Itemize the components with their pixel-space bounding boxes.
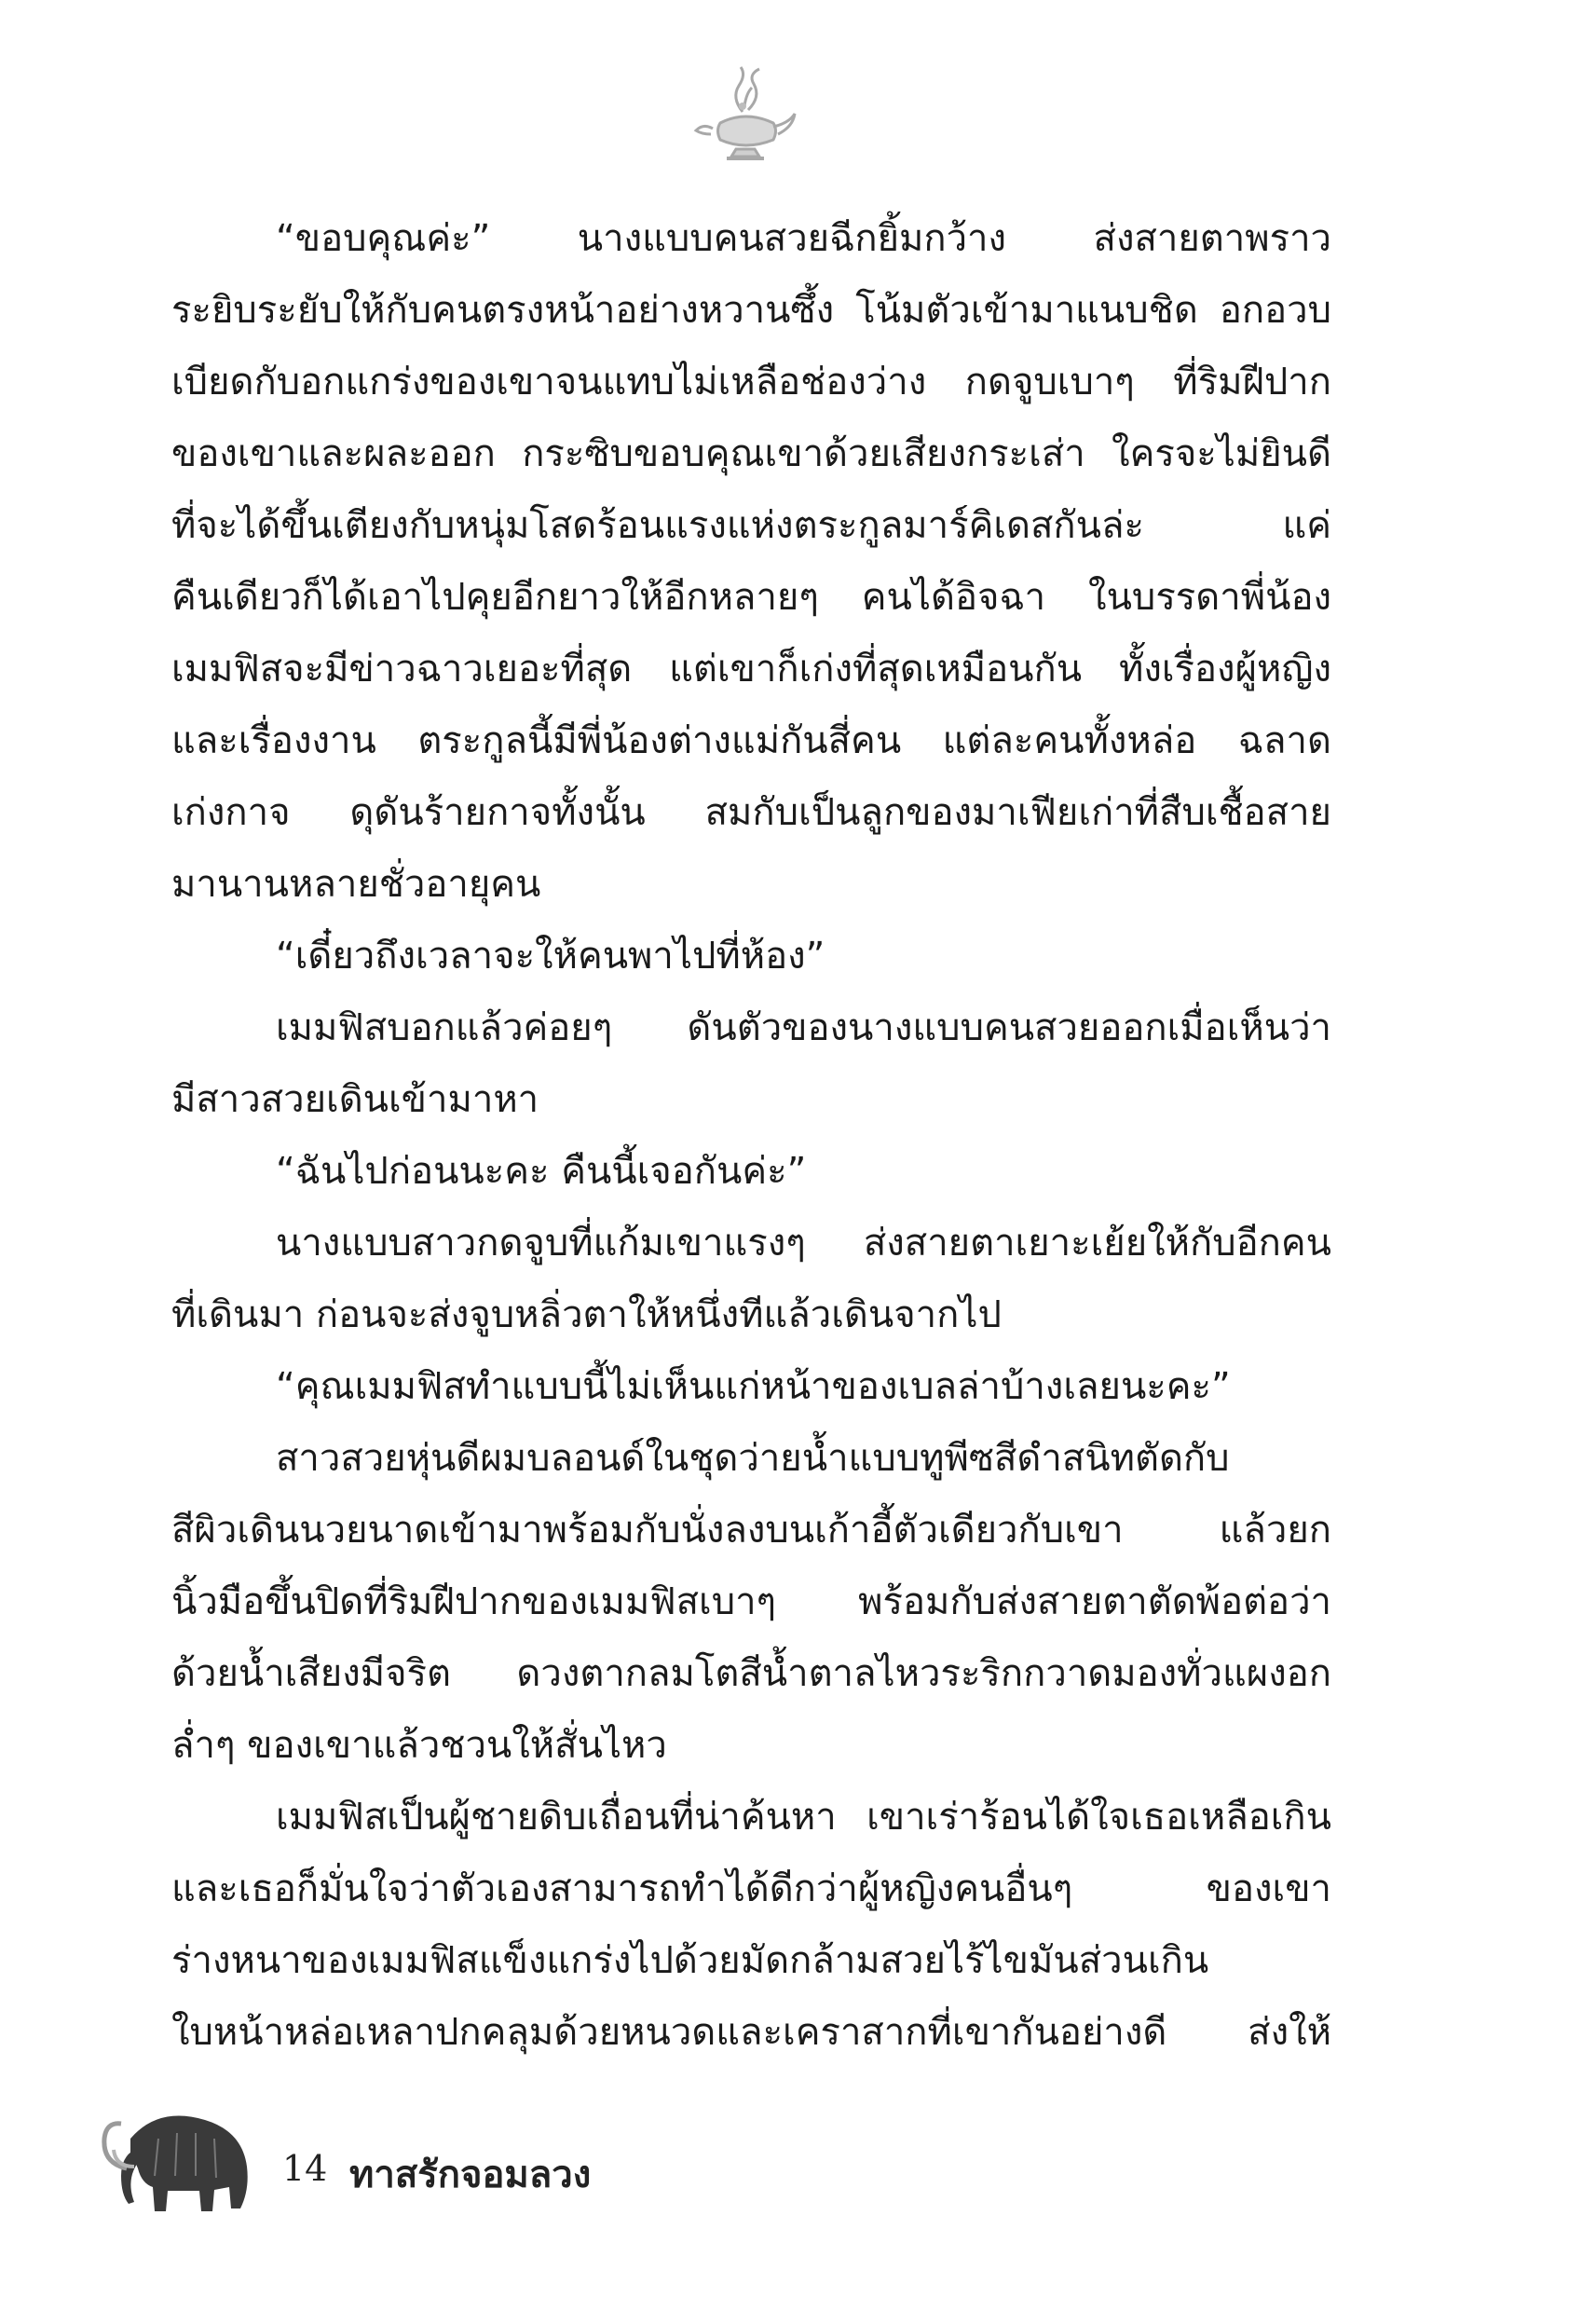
paragraph-line: สีผิวเดินนวยนาดเข้ามาพร้อมกับนั่งลงบนเก้าอี้ตัวเดียวกับเขา แล้วยก (171, 1509, 1331, 1552)
paragraph-line: คืนเดียวก็ได้เอาไปคุยอีกยาวให้อีกหลายๆ คนได้อิจฉา ในบรรดาพี่น้อง (171, 576, 1331, 619)
paragraph-line: ด้วยน้ำเสียงมีจริต ดวงตากลมโตสีน้ำตาลไหวระริกกวาดมองทั่วแผงอก (171, 1652, 1331, 1695)
page-footer (93, 2101, 652, 2241)
paragraph-line: ร่างหนาของเมมฟิสแข็งแกร่งไปด้วยมัดกล้ามสวยไร้ไขมันส่วนเกิน (171, 1939, 1209, 1982)
paragraph-line: ที่จะได้ขึ้นเตียงกับหนุ่มโสดร้อนแรงแห่งตระกูลมาร์คิเดสกันล่ะ แค่ (171, 504, 1331, 547)
page-number: 14 (282, 2148, 328, 2189)
paragraph-line: มีสาวสวยเดินเข้ามาหา (171, 1078, 539, 1121)
paragraph-line: ระยิบระยับให้กับคนตรงหน้าอย่างหวานซึ้ง โน้มตัวเข้ามาแนบชิด อกอวบ (171, 289, 1331, 332)
paragraph-line: และเธอก็มั่นใจว่าตัวเองสามารถทำได้ดีกว่าผู้หญิงคนอื่นๆ ของเขา (171, 1867, 1331, 1910)
paragraph-line: เบียดกับอกแกร่งของเขาจนแทบไม่เหลือช่องว่าง กดจูบเบาๆ ที่ริมฝีปาก (171, 361, 1331, 403)
paragraph-line: ของเขาและผละออก กระซิบขอบคุณเขาด้วยเสียงกระเส่า ใครจะไม่ยินดี (171, 432, 1331, 475)
paragraph-line: นิ้วมือขึ้นปิดที่ริมฝีปากของเมมฟิสเบาๆ พร้อมกับส่งสายตาตัดพ้อต่อว่า (171, 1580, 1331, 1623)
book-title: ทาสรักจอมลวง (349, 2154, 592, 2196)
dialogue-line: “เดี๋ยวถึงเวลาจะให้คนพาไปที่ห้อง” (276, 935, 825, 978)
paragraph-line: มานานหลายชั่วอายุคน (171, 863, 541, 906)
paragraph-line: ใบหน้าหล่อเหลาปกคลุมด้วยหนวดและเคราสากที่เขากันอย่างดี ส่งให้ (171, 2011, 1331, 2054)
paragraph-line: ล่ำๆ ของเขาแล้วชวนให้สั่นไหว (171, 1724, 667, 1767)
paragraph-line: เก่งกาจ ดุดันร้ายกาจทั้งนั้น สมกับเป็นลูกของมาเฟียเก่าที่สืบเชื้อสาย (171, 791, 1331, 834)
mammoth-icon (93, 2101, 256, 2222)
paragraph-line: “ขอบคุณค่ะ” นางแบบคนสวยฉีกยิ้มกว้าง ส่งสายตาพราว (276, 217, 1331, 260)
paragraph-line: เมมฟิสจะมีข่าวฉาวเยอะที่สุด แต่เขาก็เก่งที่สุดเหมือนกัน ทั้งเรื่องผู้หญิง (171, 648, 1331, 691)
paragraph-line: เมมฟิสบอกแล้วค่อยๆ ดันตัวของนางแบบคนสวยออกเมื่อเห็นว่า (276, 1006, 1331, 1049)
genie-lamp-icon (685, 65, 806, 172)
dialogue-line: “คุณเมมฟิสทำแบบนี้ไม่เห็นแก่หน้าของเบลล่าบ้างเลยนะคะ” (276, 1365, 1231, 1408)
paragraph-line: เมมฟิสเป็นผู้ชายดิบเถื่อนที่น่าค้นหา เขาเร่าร้อนได้ใจเธอเหลือเกิน (276, 1796, 1331, 1839)
paragraph-line: นางแบบสาวกดจูบที่แก้มเขาแรงๆ ส่งสายตาเยาะเย้ยให้กับอีกคน (276, 1222, 1331, 1265)
paragraph-line: สาวสวยหุ่นดีผมบลอนด์ในชุดว่ายน้ำแบบทูพีซสีดำสนิทตัดกับ (276, 1437, 1230, 1480)
paragraph-line: ที่เดินมา ก่อนจะส่งจูบหลิ่วตาให้หนึ่งทีแล้วเดินจากไป (171, 1293, 1002, 1336)
body-text (171, 203, 1331, 2069)
dialogue-line: “ฉันไปก่อนนะคะ คืนนี้เจอกันค่ะ” (276, 1150, 807, 1193)
paragraph-line: และเรื่องงาน ตระกูลนี้มีพี่น้องต่างแม่กันสี่คน แต่ละคนทั้งหล่อ ฉลาด (171, 719, 1331, 762)
